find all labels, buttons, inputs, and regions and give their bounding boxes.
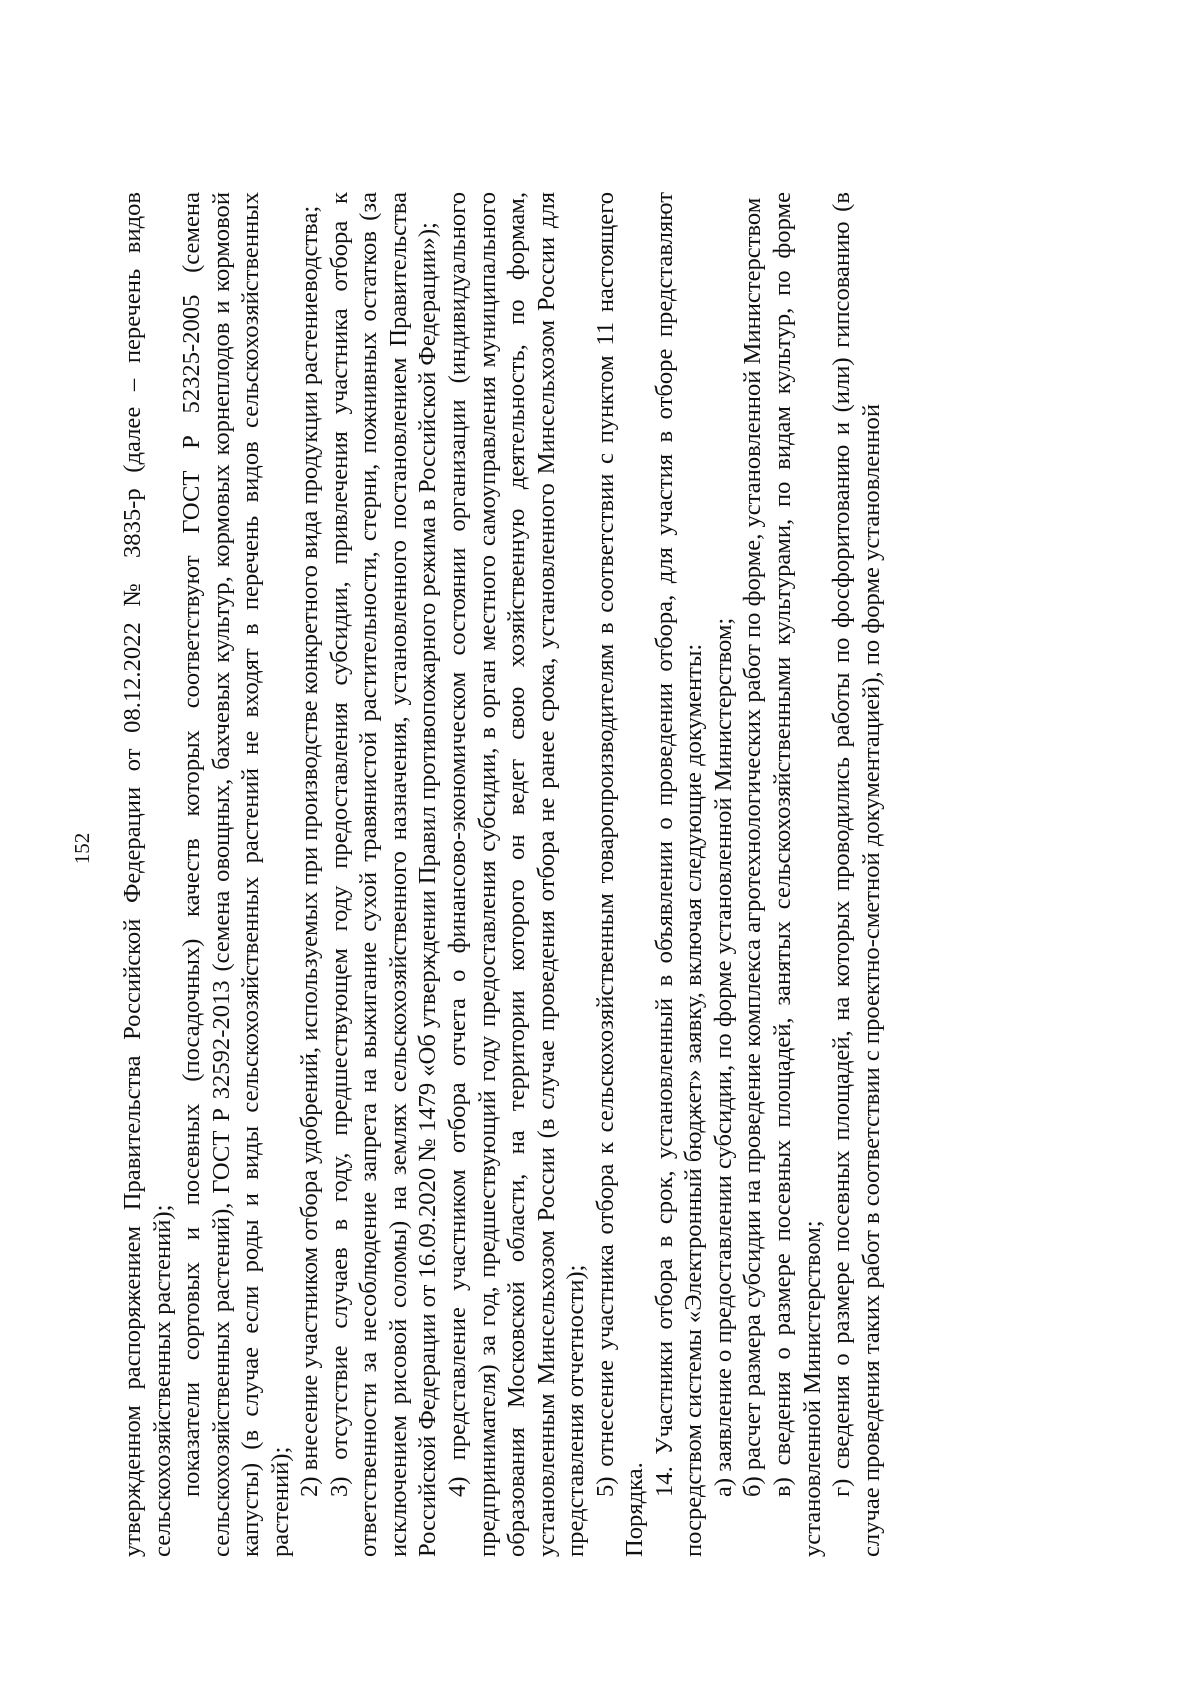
paragraph: утвержденном распоряжением Правительства Российской Федерации от 08.12.2022 № 3835-р (далее – перечень видов сельскохозяйственных растений); [119,192,176,1557]
paragraph: в) сведения о размере посевных площадей, занятых сельскохозяйственными культурами, по видам культур, по форме установленной Министерством; [769,192,826,1557]
paragraph: 14. Участники отбора в срок, установленный в объявлении о проведении отбора, для участия в отборе представляют посредством системы «Электронный бюджет» заявку, включая следующие документы: [650,192,708,1557]
document-body [118,192,886,1557]
paragraph: 3) отсутствие случаев в году, предшествующем году предоставления субсидии, привлечения участника отбора к ответственности за несоблюдение запрета на выжигание сухой травянистой растительности, стерни, пожнивных остатков (за исключением рисовой соломы) на землях сельскохозяйственного назначения, установленного постановлением Правительства Российской Федерации от 16.09.2020 № 1479 «Об утверждении Правил противопожарного режима в Российской Федерации»); [325,192,442,1557]
paragraph: 2) внесение участником отбора удобрений, используемых при производстве конкретного вида продукции растениеводства; [296,205,324,1497]
paragraph: г) сведения о размере посевных площадей, на которых проводились работы по фосфоритованию и (или) гипсованию (в случае проведения таких работ в соответствии с проектно-сметной документацией), по форме установленной [828,192,885,1557]
paragraph: 4) представление участником отбора отчета о финансово-экономическом состоянии организации (индивидуального предпринимателя) за год, предшествующий году предоставления субсидии, в орган местного самоуправления муниципального образования Московской области, на территории которого он ведет свою хозяйственную деятельность, по формам, установленным Минсельхозом России (в случае проведения отбора не ранее срока, установленного Минсельхозом России для представления отчетности); [444,192,590,1557]
page-number: 152 [70,832,94,865]
paragraph: 5) отнесение участника отбора к сельскохозяйственным товаропроизводителям в соответствии с пунктом 11 настоящего Порядка. [591,192,649,1557]
paragraph: а) заявление о предоставлении субсидии, по форме установленной Министерством; [709,617,737,1497]
paragraph: показатели сортовых и посевных (посадочных) качеств которых соответствуют ГОСТ Р 52325-2005 (семена сельскохозяйственных растений), ГОСТ Р 32592-2013 (семена овощных, бахчевых культур, кормовых корнеплодов и кормовой капусты) (в случае если роды и виды сельскохозяйственных растений не входят в перечень видов сельскохозяйственных растений); [178,192,294,1557]
paragraph: б) расчет размера субсидии на проведение комплекса агротехнологических работ по форме, установленной Министерством [739,197,767,1497]
